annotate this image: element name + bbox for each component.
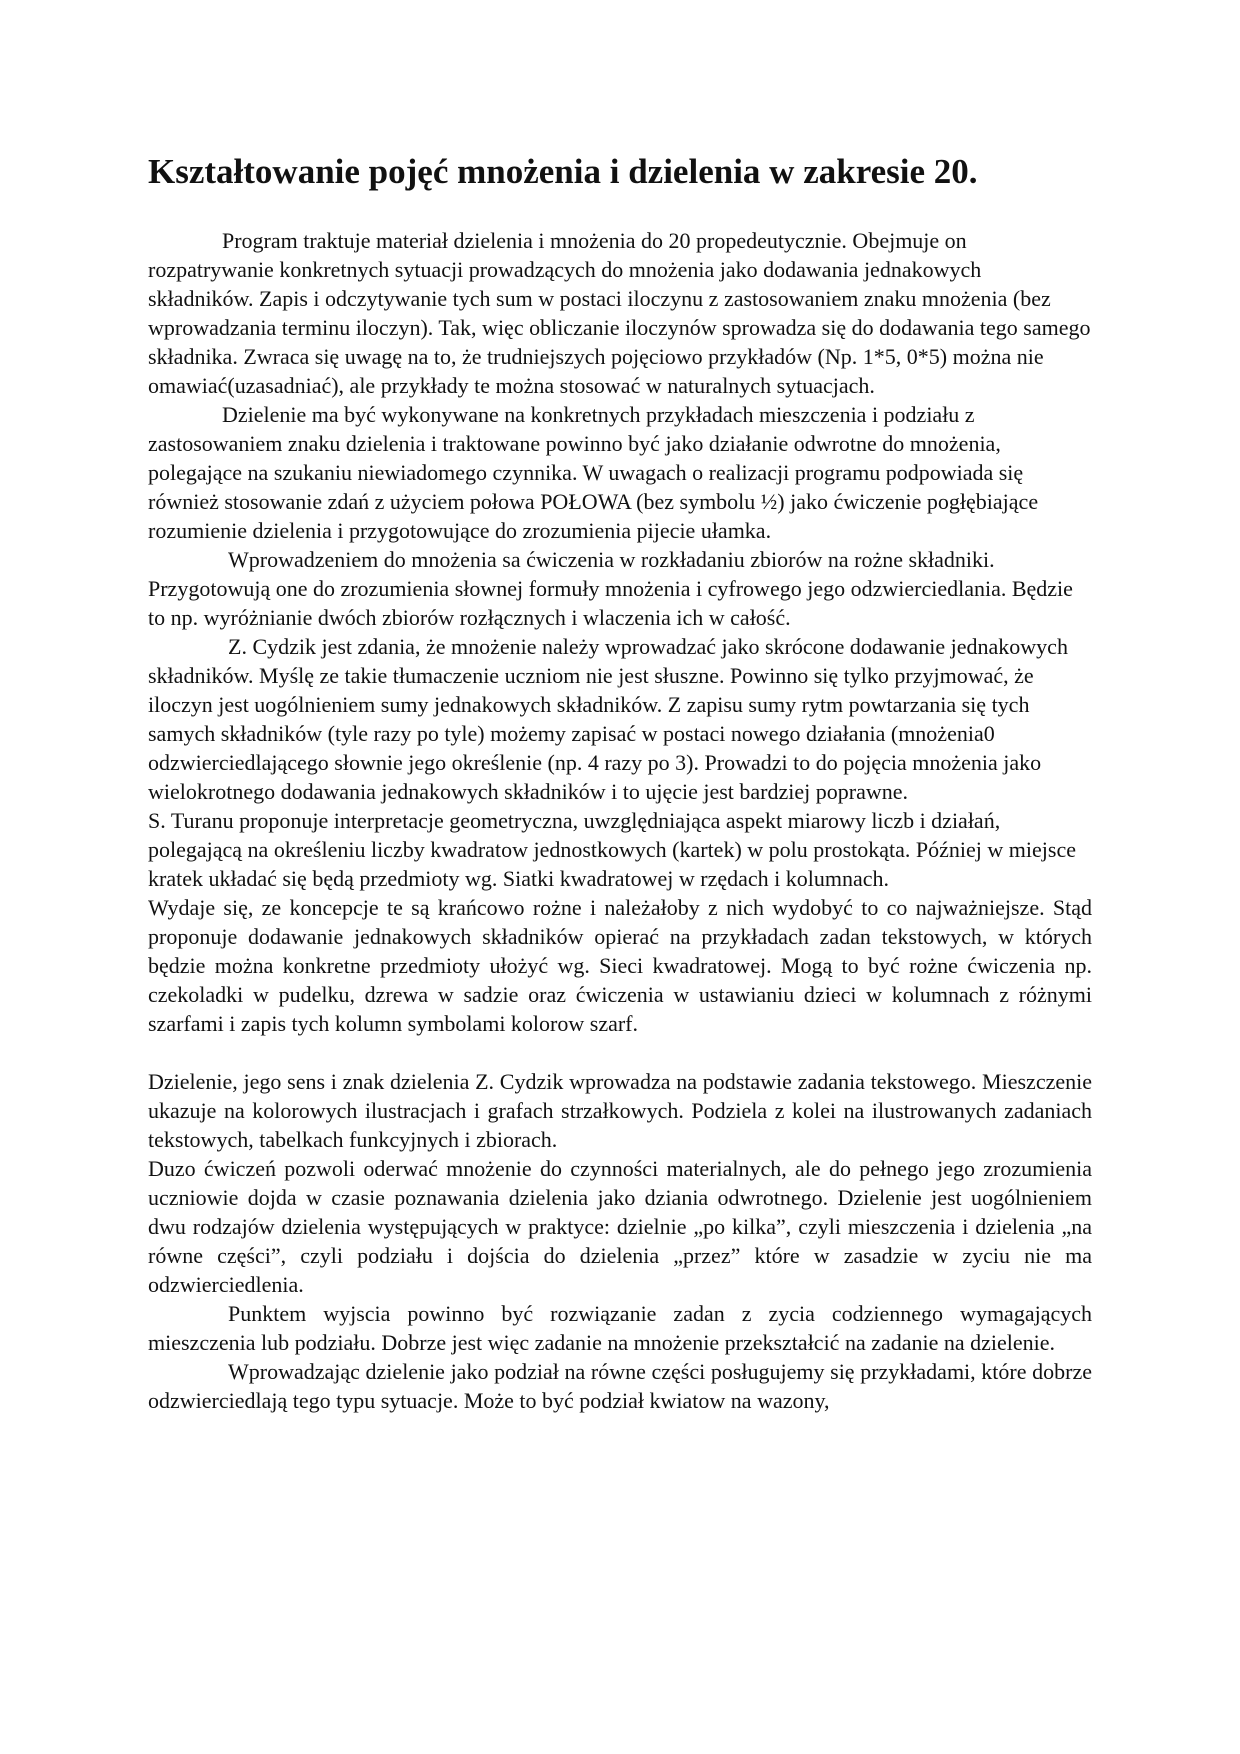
paragraph-dzielenie-konkretne: Dzielenie ma być wykonywane na konkretnych przykładach mieszczenia i podziału z zastosowaniem znaku dzielenia i traktowane powinno być jako działanie odwrotne do mnożenia, polegające na szukaniu niewiadomego czynnika. W uwagach o realizacji programu podpowiada się również stosowanie zdań z użyciem połowa POŁOWA (bez symbolu ½) jako ćwiczenie pogłębiające rozumienie dzielenia i przygotowujące do zrozumienia pijecie ułamka. bbox=[148, 402, 1039, 543]
paragraph-wprowadzenie: Wprowadzeniem do mnożenia sa ćwiczenia w rozkładaniu zbiorów na rożne składniki. Przygotowują one do zrozumienia słownej formuły mnożenia i cyfrowego jego odzwierciedlania. Będzie to np. wyróżnianie dwóch zbiorów rozłącznych i wlaczenia ich w całość. bbox=[148, 547, 1073, 630]
paragraph-koncepcje: Wydaje się, ze koncepcje te są krańcowo rożne i należałoby z nich wydobyć to co najważniejsze. Stąd proponuje dodawanie jednakowych składników opierać na przykładach zadan tekstowych, w których będzie można konkretne przedmioty ułożyć wg. Sieci kwadratowej. Mogą to być rożne ćwiczenia np. czekoladki w pudelku, dzrewa w sadzie oraz ćwiczenia w ustawianiu dzieci w kolumnach z różnymi szarfami i zapis tych kolumn symbolami kolorow szarf. bbox=[148, 895, 1092, 1036]
paragraph-duzo-cwiczen: Duzo ćwiczeń pozwoli oderwać mnożenie do czynności materialnych, ale do pełnego jego zrozumienia uczniowie dojda w czasie poznawania dzielenia jako dziania odwrotnego. Dzielenie jest uogólnieniem dwu rodzajów dzielenia występujących w praktyce: dzielnie „po kilka”, czyli mieszczenia i dzielenia „na równe części”, czyli podziału i dojścia do dzielenia „przez” które w zasadzie w zyciu nie ma odzwierciedlenia. bbox=[148, 1156, 1092, 1297]
paragraph-program: Program traktuje materiał dzielenia i mnożenia do 20 propedeutycznie. Obejmuje on rozpatrywanie konkretnych sytuacji prowadzących do mnożenia jako dodawania jednakowych składników. Zapis i odczytywanie tych sum w postaci iloczynu z zastosowaniem znaku mnożenia (bez wprowadzania terminu iloczyn). Tak, więc obliczanie iloczynów sprowadza się do dodawania tego samego składnika. Zwraca się uwagę na to, że trudniejszych pojęciowo przykładów (Np. 1*5, 0*5) można nie omawiać(uzasadniać), ale przykłady te można stosować w naturalnych sytuacjach. bbox=[148, 228, 1091, 398]
paragraph-gap bbox=[148, 1038, 1092, 1067]
paragraph-dzielenie-sens: Dzielenie, jego sens i znak dzielenia Z. Cydzik wprowadza na podstawie zadania tekstowego. Mieszczenie ukazuje na kolorowych ilustracjach i grafach strzałkowych. Podziela z kolei na ilustrowanych zadaniach tekstowych, tabelkach funkcyjnych i zbiorach. bbox=[148, 1069, 1092, 1152]
document-title: Kształtowanie pojęć mnożenia i dzielenia w zakresie 20. bbox=[148, 152, 978, 191]
paragraph-turanu: S. Turanu proponuje interpretacje geometryczna, uwzględniająca aspekt miarowy liczb i działań, polegającą na określeniu liczby kwadratow jednostkowych (kartek) w polu prostokąta. Później w miejsce kratek układać się będą przedmioty wg. Siatki kwadratowej w rzędach i kolumnach. bbox=[148, 808, 1076, 891]
paragraph-podzial: Wprowadzając dzielenie jako podział na równe części posługujemy się przykładami, które dobrze odzwierciedlają tego typu sytuacje. Może to być podział kwiatow na wazony, bbox=[148, 1359, 1092, 1413]
paragraph-punkt-wyjscia: Punktem wyjscia powinno być rozwiązanie zadan z zycia codziennego wymagających mieszczenia lub podziału. Dobrze jest więc zadanie na mnożenie przekształcić na zadanie na dzielenie. bbox=[148, 1301, 1092, 1355]
document-page bbox=[148, 148, 1092, 1415]
paragraph-cydzik: Z. Cydzik jest zdania, że mnożenie należy wprowadzać jako skrócone dodawanie jednakowych składników. Myślę ze takie tłumaczenie uczniom nie jest słuszne. Powinno się tylko przyjmować, że iloczyn jest uogólnieniem sumy jednakowych składników. Z zapisu sumy rytm powtarzania się tych samych składników (tyle razy po tyle) możemy zapisać w postaci nowego działania (mnożenia0 odzwierciedlającego słownie jego określenie (np. 4 razy po 3). Prowadzi to do pojęcia mnożenia jako wielokrotnego dodawania jednakowych składników i to ujęcie jest bardziej poprawne. bbox=[148, 634, 1068, 804]
